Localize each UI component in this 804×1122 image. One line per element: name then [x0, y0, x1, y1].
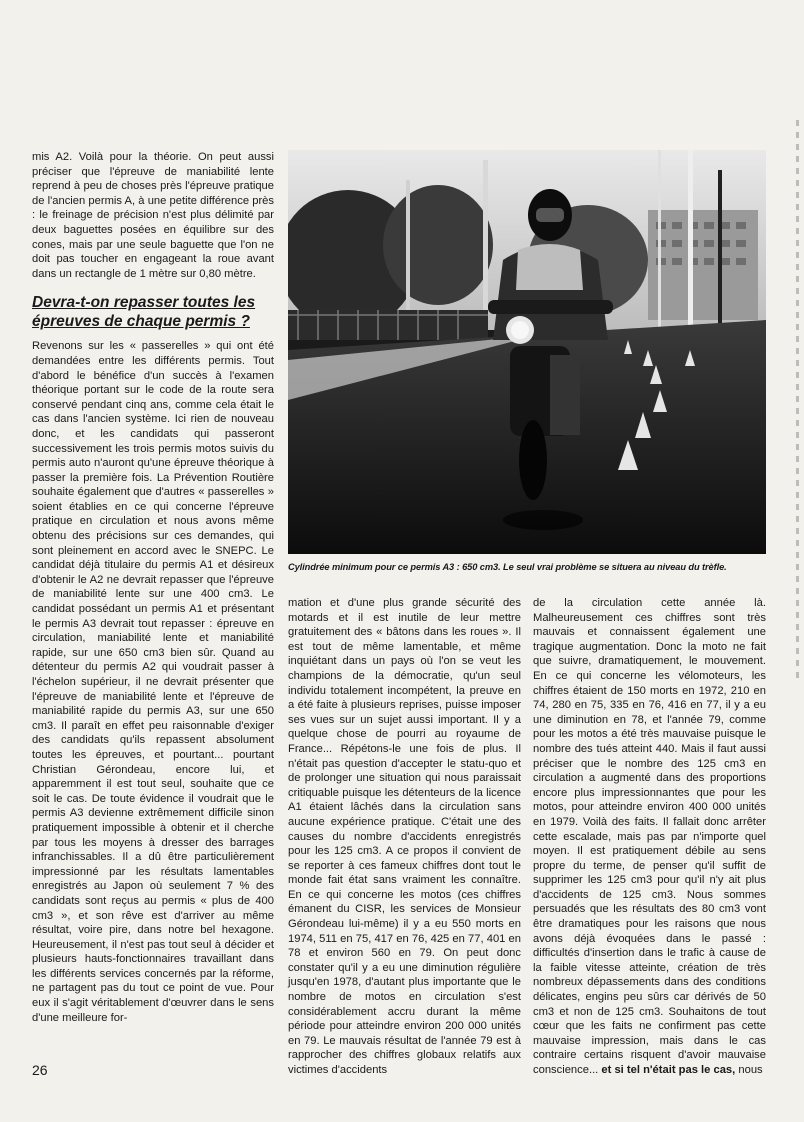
text-column-2 — [288, 596, 521, 1078]
paragraph-col3-bold: et si tel n'était pas le cas, — [598, 1064, 736, 1076]
paragraph-main: Revenons sur les « passerelles » qui ont été demandées entre les différents permis. Tout d'abord le bénéfice d'un succès à l'examen théorique portant sur le code de la route sera conservé pendant cinq ans, comme cela était le cas dans l'ancien système. Ici rien de nouveau donc, et les candidats qui passeront successivement les trois permis motos suivis du permis auto n'auront qu'une épreuve théorique à passer la première fois. La Prévention Routière souhaite également que d'autres « passerelles » soient établies en ce qui concerne l'épreuve pratique en circulation et nous avons même obtenu des précisions sur ces demandes, qui sont pleinement en accord avec le SNEPC. Le candidat déjà titulaire du permis A1 et désireux d'obtenir le A2 ne devrait repasser que l'épreuve de maniabilité lente sur une 400 cm3. Le candidat possédant un permis A1 et présentant le permis A3 devrait tout repasser : épreuve en circulation, maniabilité lente et maniabilité rapide, sur une 650 cm3 bien sûr. Quand au détenteur du permis A2 qui voudrait passer à l'échelon supérieur, il ne devrait présenter que l'épreuve de maniabilité lente et l'épreuve de maniabilité rapide du permis A3, sur une 650 cm3. Il paraît en effet peu raisonnable d'exiger des candidats qu'ils repassent absolument toutes les épreuves, et pourtant... pourtant Christian Gérondeau, encore lui, et apparemment il est tout seul, souhaite que ce soit le cas. De toute évidence il voudrait que le permis A3 devienne extrêmement difficile sinon pratiquement impossible à obtenir et il cherche par tous les moyens à dresser des barrages infranchissables. Il a dû être particulièrement impressionné par les résultats lamentables enregistrés au Japon où seulement 7 % des candidats sont reçus au permis « plus de 400 cm3 », et son rêve est d'arriver au même résultat, voire pire, dans notre bel hexagone. Heureusement, il n'est pas tout seul à décider et plusieurs hauts-fonctionnaires travaillant dans les différents services concernés par la réforme, ne partagent pas du tout ce point de vue. Pour eux il s'agit véritablement d'œuvrer dans le sens d'une meilleure for- — [32, 340, 274, 1024]
motorcycle-photo — [288, 150, 766, 554]
paragraph-col3 — [533, 596, 766, 1078]
text-column-3 — [533, 596, 766, 1078]
page-edge-mark — [796, 120, 799, 680]
paragraph-col3-text: de la circulation cette année là. Malheureusement ces chiffres sont très mauvais et connaissent également une tragique augmentation. Donc la moto ne fait que suivre, dramatiquement, le mouvement. En ce qui concerne les vélomoteurs, les chiffres étaient de 150 morts en 1972, 210 en 74, 280 en 75, 335 en 76, 416 en 77, il y a eu une diminution en 78, et l'année 79, comme pour les motos a été très mauvaise puisque le nombre des tués atteint 440. Mais il faut aussi préciser que le nombre des 125 cm3 en circulation a augmenté dans des proportions encore plus impressionnantes que pour les motos, pour atteindre environ 400 000 unités en 1979. Voilà des faits. Il fallait donc arrêter cette escalade, mais pas par n'importe quel moyen. Il est pratiquement débile au sens propre du terme, de penser qu'il suffit de supprimer les 125 cm3 pour qu'il n'y ait plus d'accidents de 125 cm3. Nous sommes persuadés que les résultats des 80 cm3 vont être dramatiques pour les raisons que nous avons déjà évoquées dans le passé : difficultés d'insertion dans le trafic à cause de la faible vitesse atteinte, création de très nombreux dépassements dans des conditions délicates, engins peu sûrs car dérivés de 50 cm3 et non de 125 cm3. Souhaitons de tout cœur que les faits ne confirment pas cette mauvaise impression, mais dans le cas contraire certains risquent d'avoir mauvaise conscience... — [533, 597, 766, 1076]
text-column-1 — [32, 150, 274, 1025]
paragraph-col2: mation et d'une plus grande sécurité des motards et il est inutile de leur mettre gratuitement des « bâtons dans les roues ». Il est tout de même lamentable, et même inquiétant dans un pays où l'on se veut les champions de la démocratie, qu'un seul individu totalement incompétent, la preuve en a été faite à plusieurs reprises, puisse imposer ses vues sur un sujet aussi important. Il y a quelque chose de pourri au royaume de France... Répétons-le une fois de plus. Il n'était pas question d'accepter le statu-quo et de prolonger une situation qui nous paraissait critiquable puisque les détenteurs de la licence A1 étaient lâchés dans la circulation sans aucune expérience pratique. C'était une des causes du nombre d'accidents enregistrés pour les 125 cm3. A ce propos il convient de se reporter à ces fameux chiffres dont tout le monde fait état sans vraiment les connaître. En ce qui concerne les motos (ces chiffres émanent du CISR, les services de Monsieur Gérondeau lui-même) il y a eu 550 morts en 1974, 511 en 75, 417 en 76, 425 en 77, 401 en 78 et environ 560 en 79. On peut donc constater qu'il y a eu une diminution régulière jusqu'en 1978, d'autant plus importante que le nombre de motos en circulation s'est considérablement accru durant la même période pour atteindre environ 200 000 unités en 79. Le mauvais résultat de l'année 79 est à rapprocher des chiffres globaux relatifs aux victimes d'accidents — [288, 597, 521, 1076]
paragraph-col3-tail: nous — [735, 1064, 763, 1076]
motorcycle-photo-illustration — [288, 150, 766, 554]
section-heading: Devra-t-on repasser toutes les épreuves de chaque permis ? — [32, 294, 256, 331]
page-number: 26 — [32, 1062, 48, 1078]
photo-caption: Cylindrée minimum pour ce permis A3 : 650 cm3. Le seul vrai problème se situera au niveau du trèfle. — [288, 562, 727, 572]
paragraph-intro: mis A2. Voilà pour la théorie. On peut aussi préciser que l'épreuve de maniabilité lente reprend à peu de choses près l'épreuve pratique de l'ancien permis A, à une petite différence près : le freinage de précision n'est plus délimité par deux baguettes posées en équilibre sur des cones, mais par une seule baguette que l'on ne doit pas toucher en engageant la roue avant dans un rectangle de 1 mètre sur 0,80 mètre. — [32, 151, 274, 280]
